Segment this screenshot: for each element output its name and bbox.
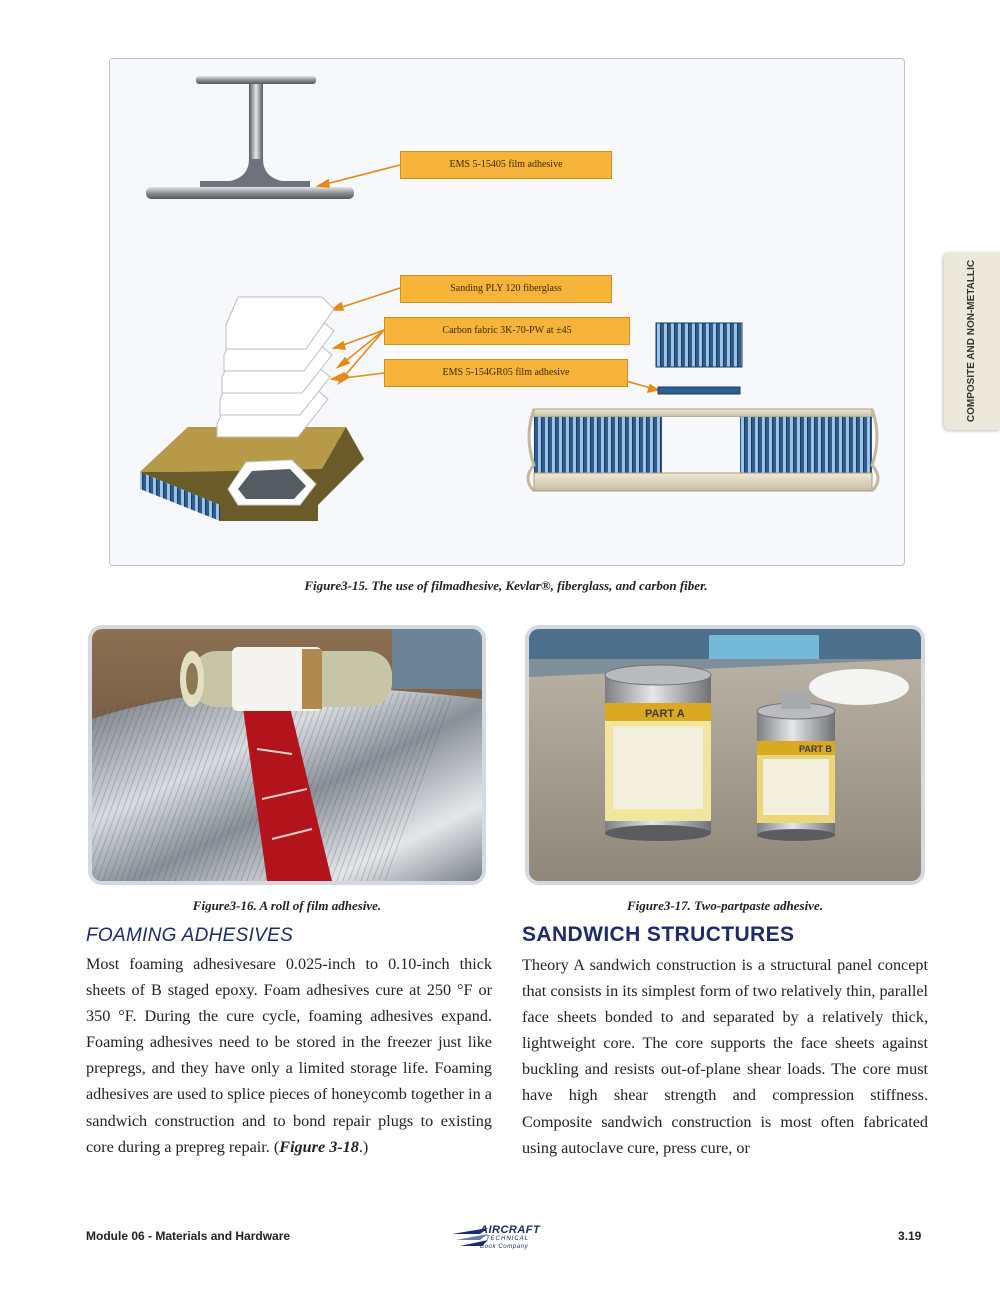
figure-3-16-photo (92, 629, 482, 881)
chapter-side-tab-label: COMPOSITE AND NON-METALLIC (966, 259, 977, 423)
foaming-body-text: Most foaming adhesivesare 0.025-inch to 0.10-inch thick sheets of B staged epoxy. Foam adhesives cure at 250 °F or 350 °F. During the cure cycle, foaming adhesives expand. Foaming adhesives need to be stored in the freezer just like prepregs, and they have only a limited storage life. Foaming adhesives are used to splice pieces of honeycomb together in a sandwich construction and to bond repair plugs to existing core during a prepreg repair. ( (86, 955, 492, 1156)
can-label-large: PART A (645, 708, 685, 720)
logo-main-text: AIRCRAFT (480, 1224, 541, 1236)
publisher-logo (450, 1222, 565, 1256)
figure-3-15-illustration (109, 58, 905, 566)
honeycomb-panel-drawing (140, 297, 364, 521)
chapter-side-tab (944, 252, 1000, 430)
page-number: 3.19 (898, 1229, 922, 1243)
figure-3-15-drawing (110, 59, 904, 565)
logo-sub-text: TECHNICAL (486, 1236, 530, 1242)
figure-3-15-caption: Figure3-15. The use of filmadhesive, Kevlar®, fiberglass, and carbon fiber. (304, 578, 708, 593)
sandwich-structures-heading: SANDWICH STRUCTURES (522, 923, 795, 946)
i-beam-drawing (146, 76, 354, 199)
figure-3-18-reference[interactable]: Figure 3-18 (279, 1137, 359, 1156)
footer-module-title: Module 06 - Materials and Hardware (86, 1229, 291, 1243)
foaming-body-end: .) (358, 1137, 369, 1156)
logo-sub-text-2: Book Company (480, 1244, 529, 1250)
sandwich-structures-body: Theory A sandwich construction is a structural panel concept that consists in its simplest form of two relatively thin, parallel face sheets bonded to and separated by a relatively thick, lightweight core. The core supports the face sheets against buckling and resists out-of-plane shear loads. The core must have high shear strength and compression stiffness. Composite sandwich construction is most often fabricated using autoclave cure, press cure, or (522, 956, 928, 1157)
callout-carbon-fabric: Carbon fabric 3K-70-PW at ±45 (384, 317, 630, 345)
callout-sanding-ply: Sanding PLY 120 fiberglass (400, 275, 612, 303)
figure-3-16-caption: Figure3-16. A roll of film adhesive. (192, 898, 382, 913)
can-label-small: PART B (799, 744, 832, 754)
figure-3-17-caption: Figure3-17. Two-partpaste adhesive. (627, 898, 823, 913)
core-splice-drawing (528, 323, 878, 491)
callout-film-adhesive-bottom: EMS 5-154GR05 film adhesive (384, 359, 628, 387)
figure-3-17-photo (529, 629, 921, 881)
callout-film-adhesive-top: EMS 5-15405 film adhesive (400, 151, 612, 179)
foaming-adhesives-body (86, 951, 492, 1160)
foaming-adhesives-heading: FOAMING ADHESIVES (86, 925, 294, 946)
